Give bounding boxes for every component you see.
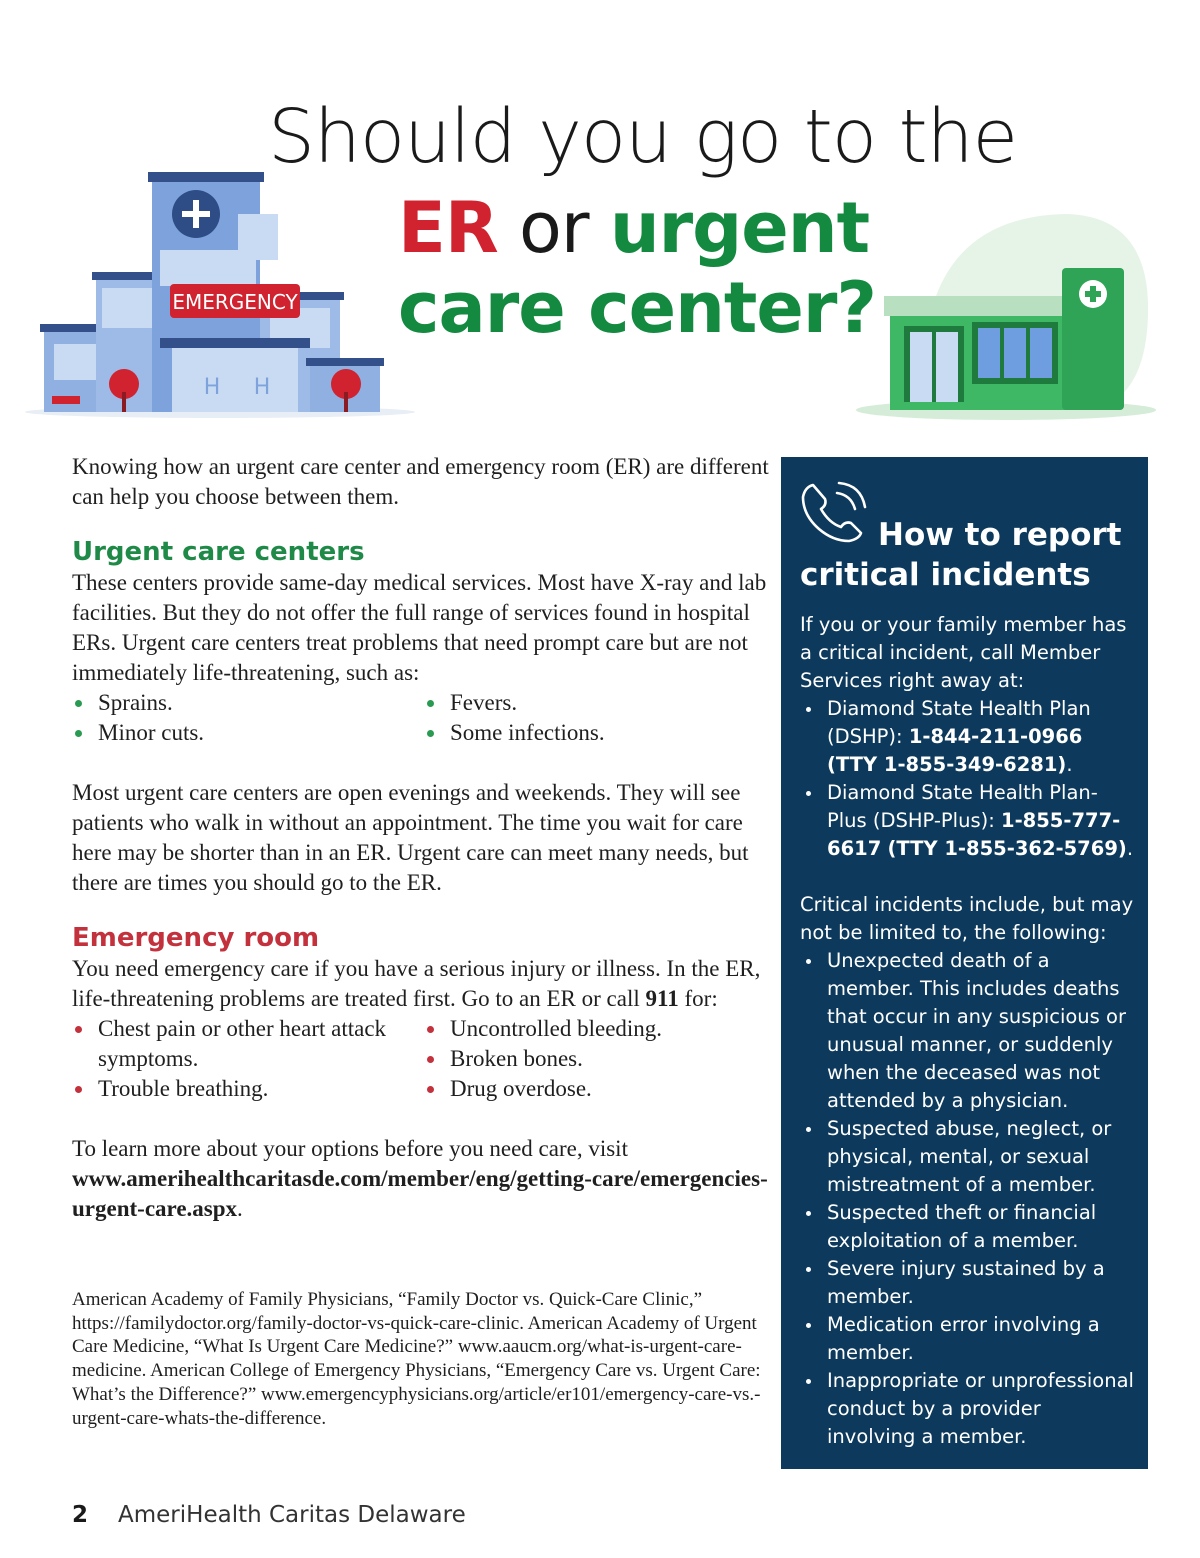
page-footer [72, 1500, 466, 1530]
list-item: Severe injury sustained by a member. [800, 1255, 1135, 1311]
list-item: Inappropriate or unprofessional conduct by a provider involving a member. [800, 1367, 1135, 1451]
contact-end: . [1126, 837, 1134, 860]
contact-tty: (TTY 1-855-362-5769) [887, 837, 1127, 860]
title-line-2 [398, 188, 918, 268]
title-urgent: urgent [609, 187, 870, 269]
title-line-1: Should you go to the [268, 94, 1018, 180]
urgent-care-paragraph-2: Most urgent care centers are open evenings and weekends. They will see patients who walk in without an appointment. The time you wait for care here may be shorter than in an ER. Urgent care can meet many needs, but there are times you should go to the ER. [72, 780, 749, 895]
contact-end: . [1066, 753, 1073, 776]
contact-list [800, 695, 1135, 863]
list-item: Unexpected death of a member. This includes deaths that occur in any suspicious or unusual manner, or suddenly when the deceased was not attended by a physician. [800, 947, 1135, 1115]
intro-paragraph: Knowing how an urgent care center and emergency room (ER) are different can help you choose between them. [72, 454, 769, 509]
list-item: Trouble breathing. [72, 1074, 424, 1104]
main-column [72, 452, 772, 1224]
incidents-list [800, 947, 1135, 1451]
list-item: Sprains. [72, 688, 424, 718]
contact-plan: Diamond State Health Plan-Plus (DSHP-Plus): [827, 781, 1098, 832]
title-or: or [497, 187, 610, 269]
list-item: Chest pain or other heart attack symptoms. [72, 1014, 424, 1074]
sidebar-title [800, 515, 1140, 595]
contact-phone: 1-855-777-6617 [827, 809, 1121, 860]
emergency-bullets [72, 1014, 772, 1104]
list-item [800, 695, 1135, 779]
sidebar-body [800, 611, 1135, 1451]
learn-more-link[interactable]: www.amerihealthcaritasde.com/member/eng/getting-care/emergencies-urgent-care.aspx [72, 1166, 768, 1221]
list-item: Drug overdose. [424, 1074, 764, 1104]
publisher-name: AmeriHealth Caritas Delaware [118, 1502, 466, 1528]
sidebar-title-line-2: critical incidents [800, 557, 1091, 593]
sidebar-title-line-1: How to report [878, 517, 1122, 553]
emergency-paragraph-end: for: [678, 986, 718, 1011]
urgent-care-heading: Urgent care centers [72, 537, 365, 567]
contact-phone: 1-844-211-0966 [908, 725, 1083, 748]
urgent-care-bullets [72, 688, 772, 748]
emergency-number: 911 [645, 986, 679, 1011]
learn-more-end: . [237, 1196, 243, 1221]
contact-tty: (TTY 1-855-349-6281) [827, 753, 1067, 776]
critical-incidents-sidebar [781, 457, 1148, 1469]
list-item: Minor cuts. [72, 718, 424, 748]
list-item: Broken bones. [424, 1044, 764, 1074]
list-item: Suspected abuse, neglect, or physical, mental, or sexual mistreatment of a member. [800, 1115, 1135, 1199]
list-item: Uncontrolled bleeding. [424, 1014, 764, 1044]
emergency-sign-text: EMERGENCY [172, 290, 298, 314]
list-item: Fevers. [424, 688, 764, 718]
learn-more-paragraph [72, 1134, 772, 1224]
list-item: Medication error involving a member. [800, 1311, 1135, 1367]
contact-plan: Diamond State Health Plan (DSHP): [827, 697, 1091, 748]
list-item: Some infections. [424, 718, 764, 748]
hospital-illustration-icon [20, 168, 415, 418]
door-letter-left: H [203, 375, 221, 400]
urgent-care-clinic-illustration-icon [856, 206, 1156, 422]
incidents-intro: Critical incidents include, but may not be limited to, the following: [800, 893, 1134, 944]
page-number: 2 [72, 1502, 89, 1528]
list-item [800, 779, 1135, 863]
references: American Academy of Family Physicians, “Family Doctor vs. Quick-Care Clinic,” https://familydoctor.org/family-doctor-vs-quick-care-clinic. American Academy of Urgent Care Medicine, “What Is Urgent Care Medicine?” www.aaucm.org/what-is-urgent-care-medicine. American College of Emergency Physicians, “Emergency Care vs. Urgent Care: What’s the Difference?” www.emergencyphysicians.org/article/er101/emergency-care-vs.-urgent-care-whats-the-difference. [72, 1289, 761, 1429]
title-er: ER [398, 187, 498, 269]
urgent-care-paragraph: These centers provide same-day medical services. Most have X-ray and lab facilities. But they do not offer the full range of services found in hospital ERs. Urgent care centers treat problems that need prompt care but are not immediately life-threatening, such as: [72, 570, 767, 685]
learn-more-text: To learn more about your options before you need care, visit [72, 1136, 628, 1161]
title-line-3: care center? [398, 267, 876, 349]
list-item: Suspected theft or financial exploitation of a member. [800, 1199, 1135, 1255]
door-letter-right: H [253, 375, 271, 400]
sidebar-intro: If you or your family member has a critical incident, call Member Services right away at: [800, 613, 1127, 692]
emergency-paragraph-start: You need emergency care if you have a serious injury or illness. In the ER, life-threatening problems are treated first. Go to an ER or call [72, 956, 761, 1011]
emergency-room-heading: Emergency room [72, 923, 320, 953]
emergency-paragraph [72, 954, 772, 1014]
